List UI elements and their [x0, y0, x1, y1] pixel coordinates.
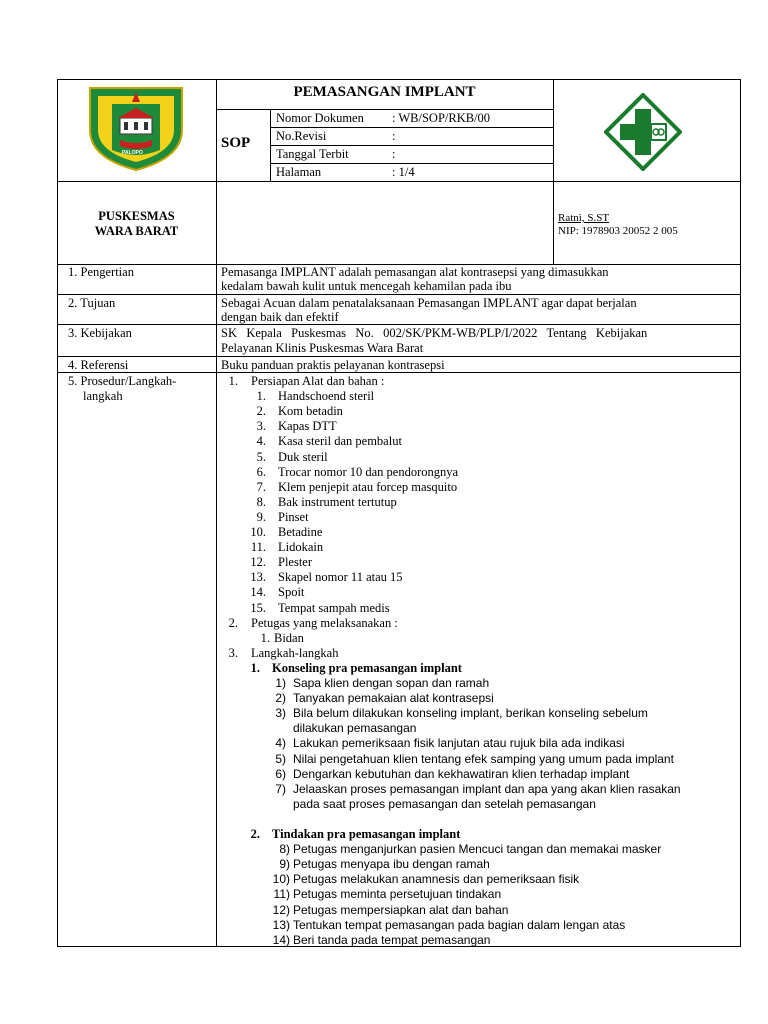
list-item-number: 1.	[256, 389, 266, 404]
list-item: Jelaaskan proses pemasangan implant dan apa yang akan klien rasakan	[293, 781, 681, 796]
list-item: pada saat proses pemasangan dan setelah pemasangan	[293, 796, 596, 811]
substep-title: Konseling pra pemasangan implant	[272, 660, 462, 675]
list-item: Tanyakan pemakaian alat kontrasepsi	[293, 691, 494, 706]
list-item-number: 1)	[275, 676, 286, 690]
list-item-number: 10.	[250, 525, 266, 539]
page-value: : 1/4	[392, 165, 415, 179]
list-item-number: 6.	[256, 464, 266, 479]
substep-number: 2.	[250, 827, 260, 841]
section-label-prosedur-cont: langkah	[83, 389, 123, 403]
list-item: Duk steril	[278, 449, 328, 464]
list-item: Pinset	[278, 509, 309, 524]
list-item: Plester	[278, 555, 313, 570]
list-item-number: 9)	[279, 857, 290, 872]
list-item-number: 4.	[256, 434, 266, 449]
issue-date-label: Tanggal Terbit	[276, 147, 349, 161]
list-item-number: 4)	[275, 736, 286, 751]
list-item: Nilai pengetahuan klien tentang efek samping yang umum pada implant	[293, 751, 674, 766]
list-item-number: 5)	[275, 751, 286, 766]
list-item: Lakukan pemeriksaan fisik lanjutan atau rujuk bila ada indikasi	[293, 736, 625, 751]
list-item-number: 14)	[272, 932, 290, 947]
section-label-pengertian: 1. Pengertian	[68, 265, 134, 279]
list-item-number: 7.	[256, 479, 266, 494]
list-item: Tentukan tempat pemasangan pada bagian dalam lengan atas	[293, 917, 626, 932]
list-item: Betadine	[278, 525, 323, 539]
logo-banner-text: PALOPO	[122, 150, 143, 156]
list-item-number: 13.	[250, 570, 266, 585]
section-label-tujuan: 2. Tujuan	[68, 296, 116, 310]
list-item-number: 2.	[256, 404, 266, 419]
kebijakan-line-2: Pelayanan Klinis Puskesmas Wara Barat	[221, 341, 424, 355]
list-item: Petugas mempersiapkan alat dan bahan	[293, 902, 509, 917]
list-item-number: 5.	[256, 449, 266, 464]
substep-title: Tindakan pra pemasangan implant	[272, 827, 461, 841]
list-item: Kapas DTT	[278, 419, 337, 434]
substep-number: 1.	[250, 660, 260, 675]
list-item-number: 1.	[260, 630, 270, 645]
revision-value: :	[392, 129, 396, 143]
list-item-number: 2)	[275, 691, 286, 706]
signer-nip: NIP: 1978903 20052 2 005	[558, 225, 678, 237]
list-item-number: 11.	[250, 540, 266, 555]
list-item-number: 3.	[256, 419, 266, 434]
list-item-number: 7)	[275, 781, 286, 796]
list-item: Petugas menganjurkan pasien Mencuci tangan dan memakai masker	[293, 842, 662, 857]
list-item: Bak instrument tertutup	[278, 494, 397, 509]
list-item: Bila belum dilakukan konseling implant, berikan konseling sebelum	[293, 706, 648, 721]
document-title: PEMASANGAN IMPLANT	[293, 84, 476, 100]
sop-label: SOP	[221, 135, 251, 151]
list-item-number: 8.	[256, 494, 266, 509]
section-label-referensi: 4. Referensi	[68, 358, 129, 372]
doc-number-value: : WB/SOP/RKB/00	[392, 111, 491, 125]
section-label-prosedur: 5. Prosedur/Langkah-	[68, 374, 177, 388]
list-item: Lidokain	[278, 540, 324, 555]
list-item: Skapel nomor 11 atau 15	[278, 570, 403, 585]
doc-number-label: Nomor Dokumen	[276, 111, 364, 125]
kebijakan-line-1: SK Kepala Puskesmas No. 002/SK/PKM-WB/PLP/I/2022 Tentang Kebijakan	[221, 326, 648, 340]
step-title: Langkah-langkah	[251, 645, 339, 660]
list-item: Dengarkan kebutuhan dan kekhawatiran klien terhadap implant	[293, 766, 630, 781]
step-title: Persiapan Alat dan bahan :	[251, 374, 385, 388]
issue-date-value: :	[392, 147, 396, 161]
page-label: Halaman	[276, 165, 322, 179]
org-name-line1: PUSKESMAS	[98, 209, 175, 223]
list-item: Kasa steril dan pembalut	[278, 434, 402, 449]
list-item: Petugas meminta persetujuan tindakan	[293, 887, 502, 902]
list-item: Spoit	[278, 585, 305, 600]
tujuan-line-1: Sebagai Acuan dalam penatalaksanaan Pemasangan IMPLANT agar dapat berjalan	[221, 296, 637, 310]
signer-name: Ratni, S.ST	[558, 212, 610, 224]
list-item: Bidan	[274, 630, 304, 645]
list-item-number: 15.	[250, 600, 266, 615]
referensi-line-1: Buku panduan praktis pelayanan kontrasepsi	[221, 358, 445, 372]
list-item: dilakukan pemasangan	[293, 721, 417, 736]
list-item: Handschoend steril	[278, 389, 375, 404]
list-item: Beri tanda pada tempat pemasangan	[293, 932, 491, 947]
list-item-number: 14.	[250, 585, 266, 600]
list-item-number: 11)	[273, 887, 290, 902]
list-item-number: 6)	[275, 766, 286, 781]
section-label-kebijakan: 3. Kebijakan	[68, 326, 132, 340]
list-item-number: 13)	[272, 917, 290, 932]
list-item: Petugas melakukan anamnesis dan pemeriksaan fisik	[293, 872, 580, 887]
list-item: Sapa klien dengan sopan dan ramah	[293, 676, 490, 690]
list-item: Trocar nomor 10 dan pendorongnya	[278, 464, 459, 479]
list-item: Kom betadin	[278, 404, 343, 419]
list-item-number: 3)	[275, 706, 286, 721]
list-item-number: 9.	[256, 509, 266, 524]
step-title: Petugas yang melaksanakan :	[251, 615, 398, 630]
step-number: 2.	[228, 615, 238, 630]
pengertian-line-1: Pemasanga IMPLANT adalah pemasangan alat kontrasepsi yang dimasukkan	[221, 265, 609, 279]
list-item-number: 10)	[272, 872, 290, 887]
pengertian-line-2: kedalam bawah kulit untuk mencegah kehamilan pada ibu	[221, 279, 512, 293]
step-number: 3.	[228, 645, 238, 660]
list-item-number: 12.	[250, 555, 266, 570]
list-item-number: 8)	[279, 842, 290, 857]
tujuan-line-2: dengan baik dan efektif	[221, 310, 339, 324]
list-item-number: 12)	[272, 902, 290, 917]
revision-label: No.Revisi	[276, 129, 327, 143]
step-number: 1.	[228, 374, 238, 388]
list-item: Petugas menyapa ibu dengan ramah	[293, 857, 490, 872]
list-item: Klem penjepit atau forcep masquito	[278, 479, 458, 494]
org-name-line2: WARA BARAT	[94, 224, 179, 238]
list-item: Tempat sampah medis	[278, 600, 390, 615]
